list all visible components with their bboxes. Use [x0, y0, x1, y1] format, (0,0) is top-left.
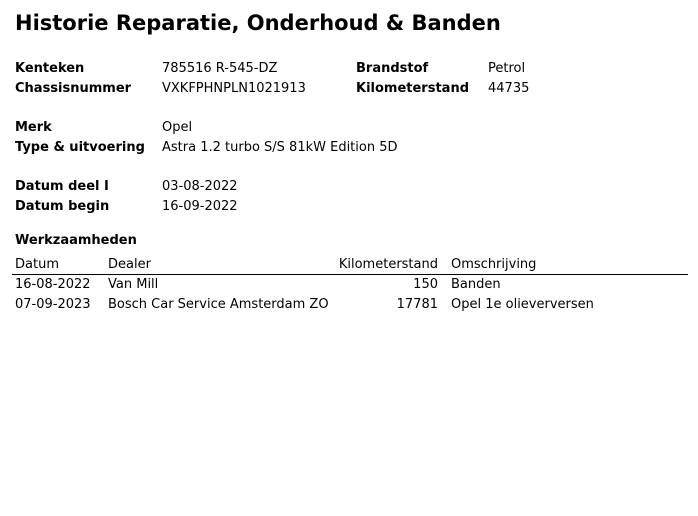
type-value: Astra 1.2 turbo S/S 81kW Edition 5D [162, 140, 398, 155]
datum-deel-label: Datum deel I [15, 179, 109, 194]
datum-deel-value: 03-08-2022 [162, 179, 238, 194]
cell-datum: 07-09-2023 [15, 297, 91, 312]
km-value: 44735 [488, 81, 530, 96]
datum-begin-label: Datum begin [15, 199, 110, 214]
cell-omschrijving: Opel 1e olieverversen [451, 297, 594, 312]
page-title: Historie Reparatie, Onderhoud & Banden [15, 11, 501, 35]
brandstof-value: Petrol [488, 61, 526, 76]
merk-value: Opel [162, 120, 193, 135]
col-header-dealer: Dealer [108, 257, 151, 272]
type-label: Type & uitvoering [15, 140, 145, 155]
cell-datum: 16-08-2022 [15, 277, 91, 292]
col-header-datum: Datum [15, 257, 59, 272]
cell-km: 17781 [396, 297, 438, 312]
col-header-omschrijving: Omschrijving [451, 257, 537, 272]
chassis-value: VXKFPHNPLN1021913 [162, 81, 306, 96]
cell-dealer: Van Mill [108, 277, 159, 292]
datum-begin-value: 16-09-2022 [162, 199, 238, 214]
table-header-divider [12, 274, 688, 275]
brandstof-label: Brandstof [356, 61, 429, 76]
section-title: Werkzaamheden [15, 233, 137, 248]
merk-label: Merk [15, 120, 52, 135]
chassis-label: Chassisnummer [15, 81, 132, 96]
col-header-km: Kilometerstand [338, 257, 438, 272]
kenteken-label: Kenteken [15, 61, 85, 76]
cell-omschrijving: Banden [451, 277, 501, 292]
cell-dealer: Bosch Car Service Amsterdam ZO [108, 297, 329, 312]
cell-km: 150 [413, 277, 438, 292]
km-label: Kilometerstand [356, 81, 470, 96]
kenteken-value: 785516 R-545-DZ [162, 61, 278, 76]
